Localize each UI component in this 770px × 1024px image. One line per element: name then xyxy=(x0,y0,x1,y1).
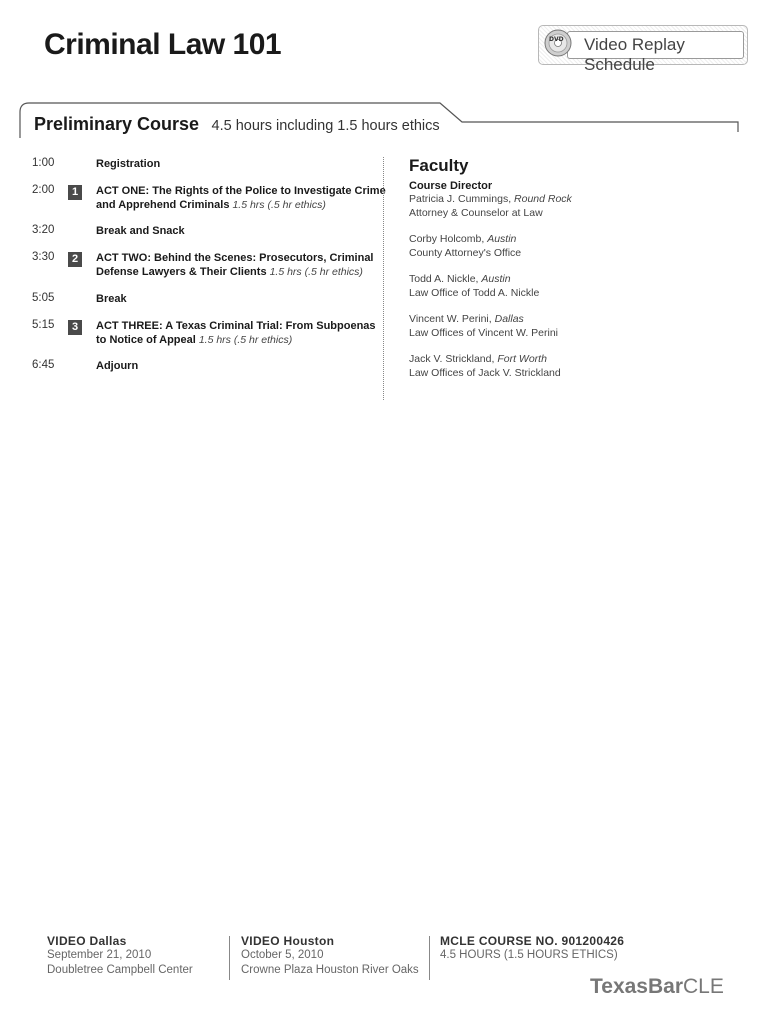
svg-text:DVD: DVD xyxy=(549,36,564,43)
schedule-text xyxy=(96,157,386,171)
footer-houston-venue: Crowne Plaza Houston River Oaks xyxy=(241,964,419,976)
footer-houston-date: October 5, 2010 xyxy=(241,949,324,961)
faculty-org: Law Office of Todd A. Nickle xyxy=(409,286,540,299)
schedule-text xyxy=(96,251,386,279)
logo-light-text: CLE xyxy=(683,975,724,998)
faculty-city: Dallas xyxy=(494,313,524,325)
schedule-time: 1:00 xyxy=(32,157,55,169)
faculty-name: Patricia J. Cummings, xyxy=(409,193,512,205)
faculty-name: Corby Holcomb, xyxy=(409,233,485,245)
badge-frame xyxy=(567,31,744,74)
schedule-time: 3:30 xyxy=(32,251,55,263)
schedule-text xyxy=(96,359,386,373)
faculty-member xyxy=(409,273,739,300)
schedule-hours: 1.5 hrs (.5 hr ethics) xyxy=(232,199,326,211)
schedule-time: 6:45 xyxy=(32,359,55,371)
badge-label: Video Replay Schedule xyxy=(584,35,685,74)
faculty-name: Todd A. Nickle, xyxy=(409,273,479,285)
schedule-title: ACT TWO: Behind the Scenes: Prosecutors, Criminal Defense Lawyers & Their Clients xyxy=(96,252,374,278)
schedule-title: ACT THREE: A Texas Criminal Trial: From Subpoenas to Notice of Appeal xyxy=(96,320,376,346)
faculty-org: Law Offices of Vincent W. Perini xyxy=(409,326,559,339)
course-heading xyxy=(34,114,440,135)
footer-mcle xyxy=(440,934,624,963)
mcle-course-number: MCLE COURSE NO. 901200426 xyxy=(440,934,625,948)
faculty-city: Austin xyxy=(481,273,511,285)
faculty-name: Vincent W. Perini, xyxy=(409,313,492,325)
faculty-member xyxy=(409,233,739,260)
column-divider xyxy=(383,157,384,400)
faculty-org: Law Offices of Jack V. Strickland xyxy=(409,366,561,379)
faculty-heading: Faculty xyxy=(409,156,469,175)
footer-dallas xyxy=(47,934,193,978)
schedule-title: Break xyxy=(96,293,127,305)
course-name: Preliminary Course xyxy=(34,114,200,134)
schedule-title: Adjourn xyxy=(96,360,139,372)
schedule-title: ACT ONE: The Rights of the Police to Investigate Crime and Apprehend Criminals xyxy=(96,185,386,211)
course-hours: 4.5 hours including 1.5 hours ethics xyxy=(211,118,440,134)
faculty-member xyxy=(409,353,739,380)
schedule-time: 5:05 xyxy=(32,292,55,304)
footer-dallas-venue: Doubletree Campbell Center xyxy=(47,964,193,976)
schedule-title: Registration xyxy=(96,158,161,170)
footer-dallas-date: September 21, 2010 xyxy=(47,949,152,961)
page-title: Criminal Law 101 xyxy=(44,28,282,61)
faculty-section xyxy=(409,156,739,380)
faculty-member xyxy=(409,193,739,220)
schedule-time: 5:15 xyxy=(32,319,55,331)
faculty-city: Fort Worth xyxy=(497,353,547,365)
schedule-time: 2:00 xyxy=(32,184,55,196)
schedule-time: 3:20 xyxy=(32,224,55,236)
logo-bold-text: TexasBar xyxy=(590,975,684,998)
schedule-title: Break and Snack xyxy=(96,225,185,237)
act-number-badge: 1 xyxy=(68,185,82,200)
act-number-badge: 2 xyxy=(68,252,82,267)
footer-divider xyxy=(229,936,230,980)
course-director-label: Course Director xyxy=(409,180,493,192)
schedule-text xyxy=(96,184,386,212)
faculty-member xyxy=(409,313,739,340)
footer-divider xyxy=(429,936,430,980)
video-replay-badge xyxy=(538,25,748,74)
schedule-text xyxy=(96,224,386,238)
footer-houston-heading: VIDEO Houston xyxy=(241,934,335,948)
faculty-org: County Attorney's Office xyxy=(409,246,522,259)
act-number-badge: 3 xyxy=(68,320,82,335)
texasbar-cle-logo xyxy=(590,975,724,999)
schedule-hours: 1.5 hrs (.5 hr ethics) xyxy=(269,266,363,278)
faculty-name: Jack V. Strickland, xyxy=(409,353,495,365)
schedule-hours: 1.5 hrs (.5 hr ethics) xyxy=(198,334,293,346)
footer-dallas-heading: VIDEO Dallas xyxy=(47,934,127,948)
faculty-city: Austin xyxy=(487,233,517,245)
footer-houston xyxy=(241,934,419,978)
mcle-hours: 4.5 HOURS (1.5 HOURS ETHICS) xyxy=(440,949,618,961)
schedule-text xyxy=(96,292,386,306)
faculty-city: Round Rock xyxy=(514,193,572,205)
faculty-org: Attorney & Counselor at Law xyxy=(409,206,543,219)
dvd-disc-icon xyxy=(543,28,573,58)
schedule-text xyxy=(96,319,386,347)
